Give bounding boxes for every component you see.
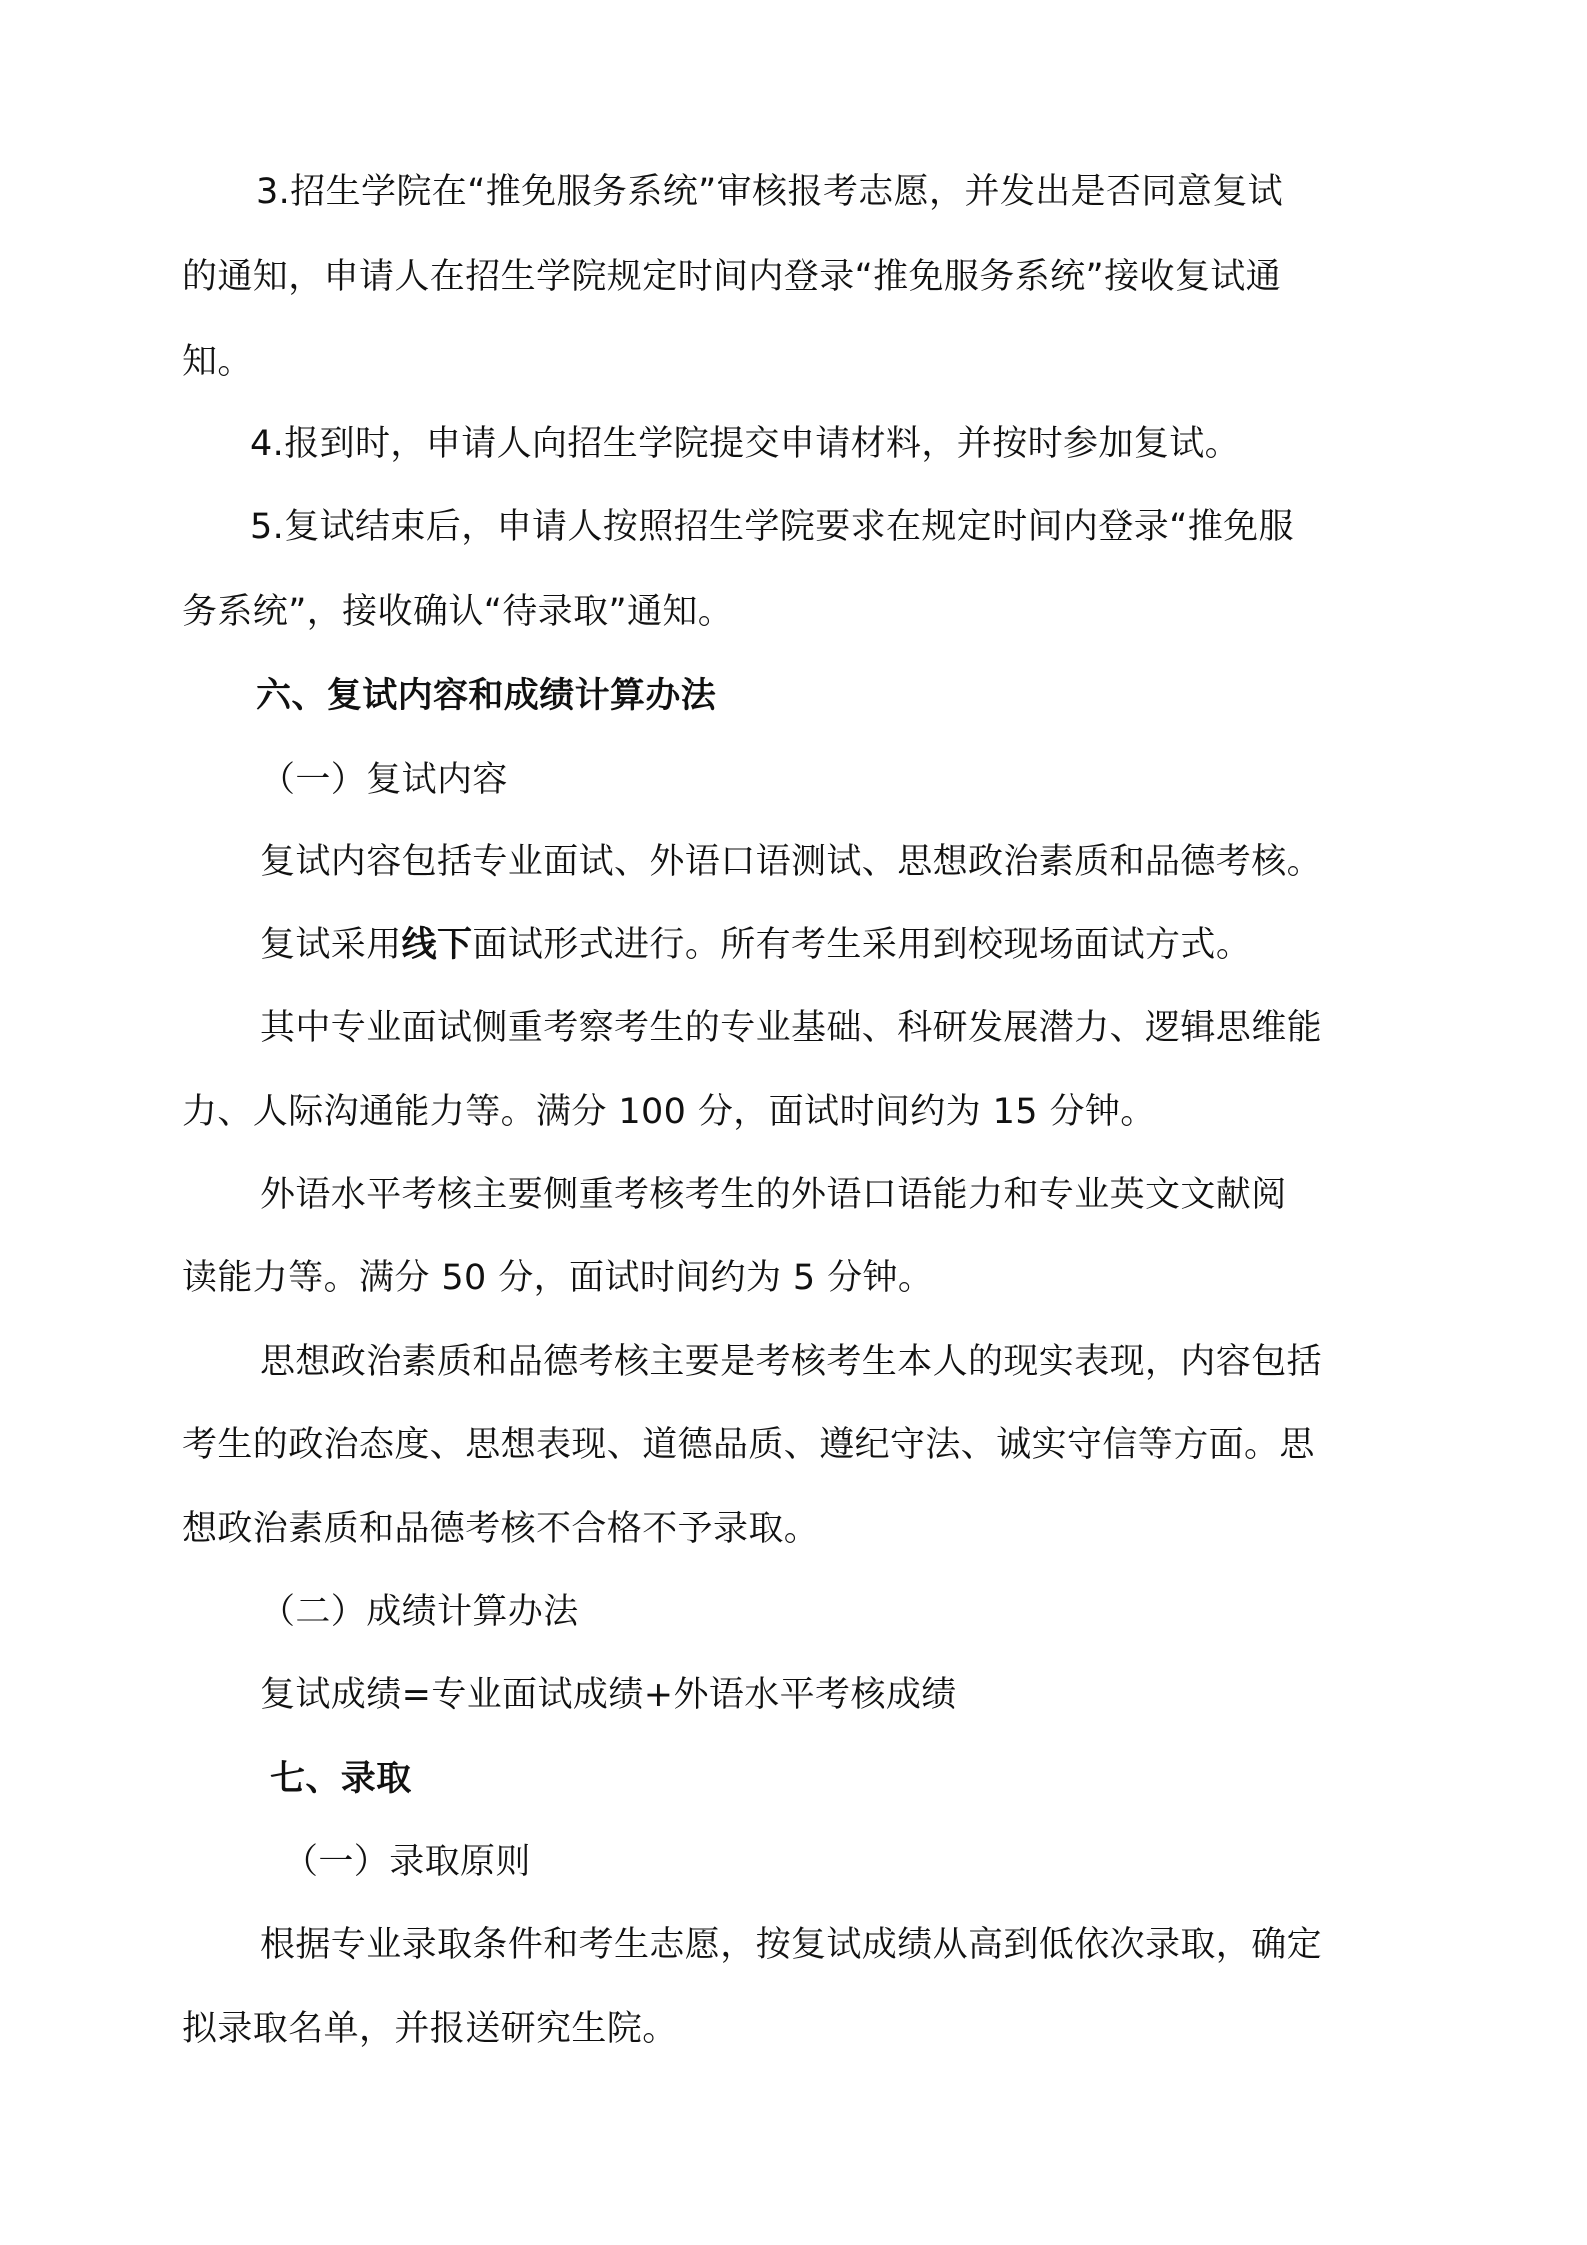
section-6-paragraph-2 <box>260 923 1480 967</box>
paragraph-3-line-1: 3.招生学院在“推免服务系统”审核报考志愿，并发出是否同意复试 <box>256 172 1284 212</box>
section-6-paragraph-5-line-3: 想政治素质和品德考核不合格不予录取。 <box>182 1509 820 1549</box>
section-6-heading: 六、复试内容和成绩计算办法 <box>256 676 717 716</box>
section-6-paragraph-3-line-2: 力、人际沟通能力等。满分 100 分，面试时间约为 15 分钟。 <box>182 1092 1156 1132</box>
paragraph-3-line-2: 的通知，申请人在招生学院规定时间内登录“推免服务系统”接收复试通 <box>182 257 1282 297</box>
section-6-paragraph-2-bold: 线下 <box>401 925 473 965</box>
section-6-paragraph-5-line-1: 思想政治素质和品德考核主要是考核考生本人的现实表现，内容包括 <box>260 1342 1323 1382</box>
section-6-paragraph-5-line-2: 考生的政治态度、思想表现、道德品质、遵纪守法、诚实守信等方面。思 <box>182 1425 1315 1465</box>
section-6-subheading-1: （一）复试内容 <box>260 760 508 800</box>
section-6-paragraph-1: 复试内容包括专业面试、外语口语测试、思想政治素质和品德考核。 <box>260 842 1323 882</box>
paragraph-3-line-3: 知。 <box>182 342 253 382</box>
section-7-subheading-1: （一）录取原则 <box>283 1842 531 1882</box>
section-6-formula: 复试成绩=专业面试成绩+外语水平考核成绩 <box>260 1675 957 1715</box>
section-6-paragraph-3-line-1: 其中专业面试侧重考察考生的专业基础、科研发展潜力、逻辑思维能 <box>260 1008 1323 1048</box>
paragraph-4-line-1: 4.报到时，申请人向招生学院提交申请材料，并按时参加复试。 <box>250 424 1240 464</box>
paragraph-5-line-1: 5.复试结束后，申请人按照招生学院要求在规定时间内登录“推免服 <box>250 507 1294 547</box>
section-6-paragraph-4-line-1: 外语水平考核主要侧重考核考生的外语口语能力和专业英文文献阅 <box>260 1175 1287 1215</box>
section-6-paragraph-2-prefix: 复试采用 <box>260 925 402 965</box>
section-7-heading: 七、录取 <box>270 1759 412 1799</box>
paragraph-5-line-2: 务系统”，接收确认“待录取”通知。 <box>182 592 734 632</box>
section-7-paragraph-1-line-1: 根据专业录取条件和考生志愿，按复试成绩从高到低依次录取，确定 <box>260 1925 1323 1965</box>
section-6-paragraph-2-suffix: 面试形式进行。所有考生采用到校现场面试方式。 <box>472 925 1252 965</box>
section-7-paragraph-1-line-2: 拟录取名单，并报送研究生院。 <box>182 2009 678 2049</box>
section-6-subheading-2: （二）成绩计算办法 <box>260 1592 579 1632</box>
section-6-paragraph-4-line-2: 读能力等。满分 50 分，面试时间约为 5 分钟。 <box>182 1258 934 1298</box>
